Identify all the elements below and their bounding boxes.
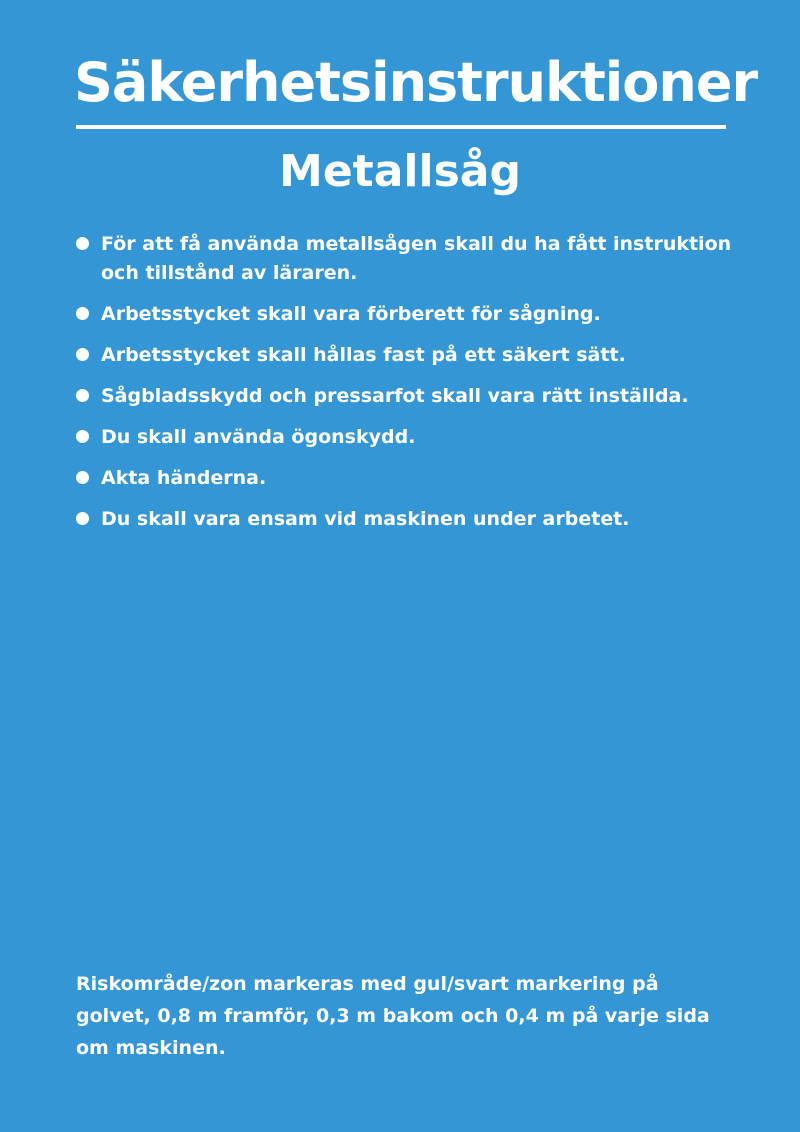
safety-rule-text: Du skall vara ensam vid maskinen under arbetet.	[101, 508, 630, 530]
bullet-icon	[76, 512, 89, 525]
bullet-icon	[76, 389, 89, 402]
bullet-icon	[76, 471, 89, 484]
safety-rule-item	[76, 505, 766, 534]
safety-rule-item	[76, 230, 766, 288]
safety-rules-list	[76, 230, 766, 546]
safety-rule-text: Sågbladsskydd och pressarfot skall vara rätt inställda.	[101, 385, 689, 407]
bullet-icon	[76, 237, 89, 250]
sign-title: Säkerhetsinstruktioner	[74, 51, 758, 114]
safety-rule-item	[76, 464, 766, 493]
sign-subtitle: Metallsåg	[279, 146, 521, 197]
safety-rule-item	[76, 341, 766, 370]
safety-rule-text: Arbetsstycket skall hållas fast på ett säkert sätt.	[101, 344, 626, 366]
safety-rule-item	[76, 300, 766, 329]
title-divider	[76, 125, 726, 129]
safety-rule-text: Arbetsstycket skall vara förberett för sågning.	[101, 303, 601, 325]
safety-rule-text: Du skall använda ögonskydd.	[101, 426, 416, 448]
safety-rule-item	[76, 423, 766, 452]
bullet-icon	[76, 307, 89, 320]
bullet-icon	[76, 348, 89, 361]
safety-rule-text: För att få använda metallsågen skall du ha fått instruktion och tillstånd av läraren.	[101, 233, 732, 284]
risk-zone-note: Riskområde/zon markeras med gul/svart markering på golvet, 0,8 m framför, 0,3 m bakom och 0,4 m på varje sida om maskinen.	[76, 973, 710, 1059]
safety-rule-item	[76, 382, 766, 411]
safety-rule-text: Akta händerna.	[101, 467, 267, 489]
bullet-icon	[76, 430, 89, 443]
